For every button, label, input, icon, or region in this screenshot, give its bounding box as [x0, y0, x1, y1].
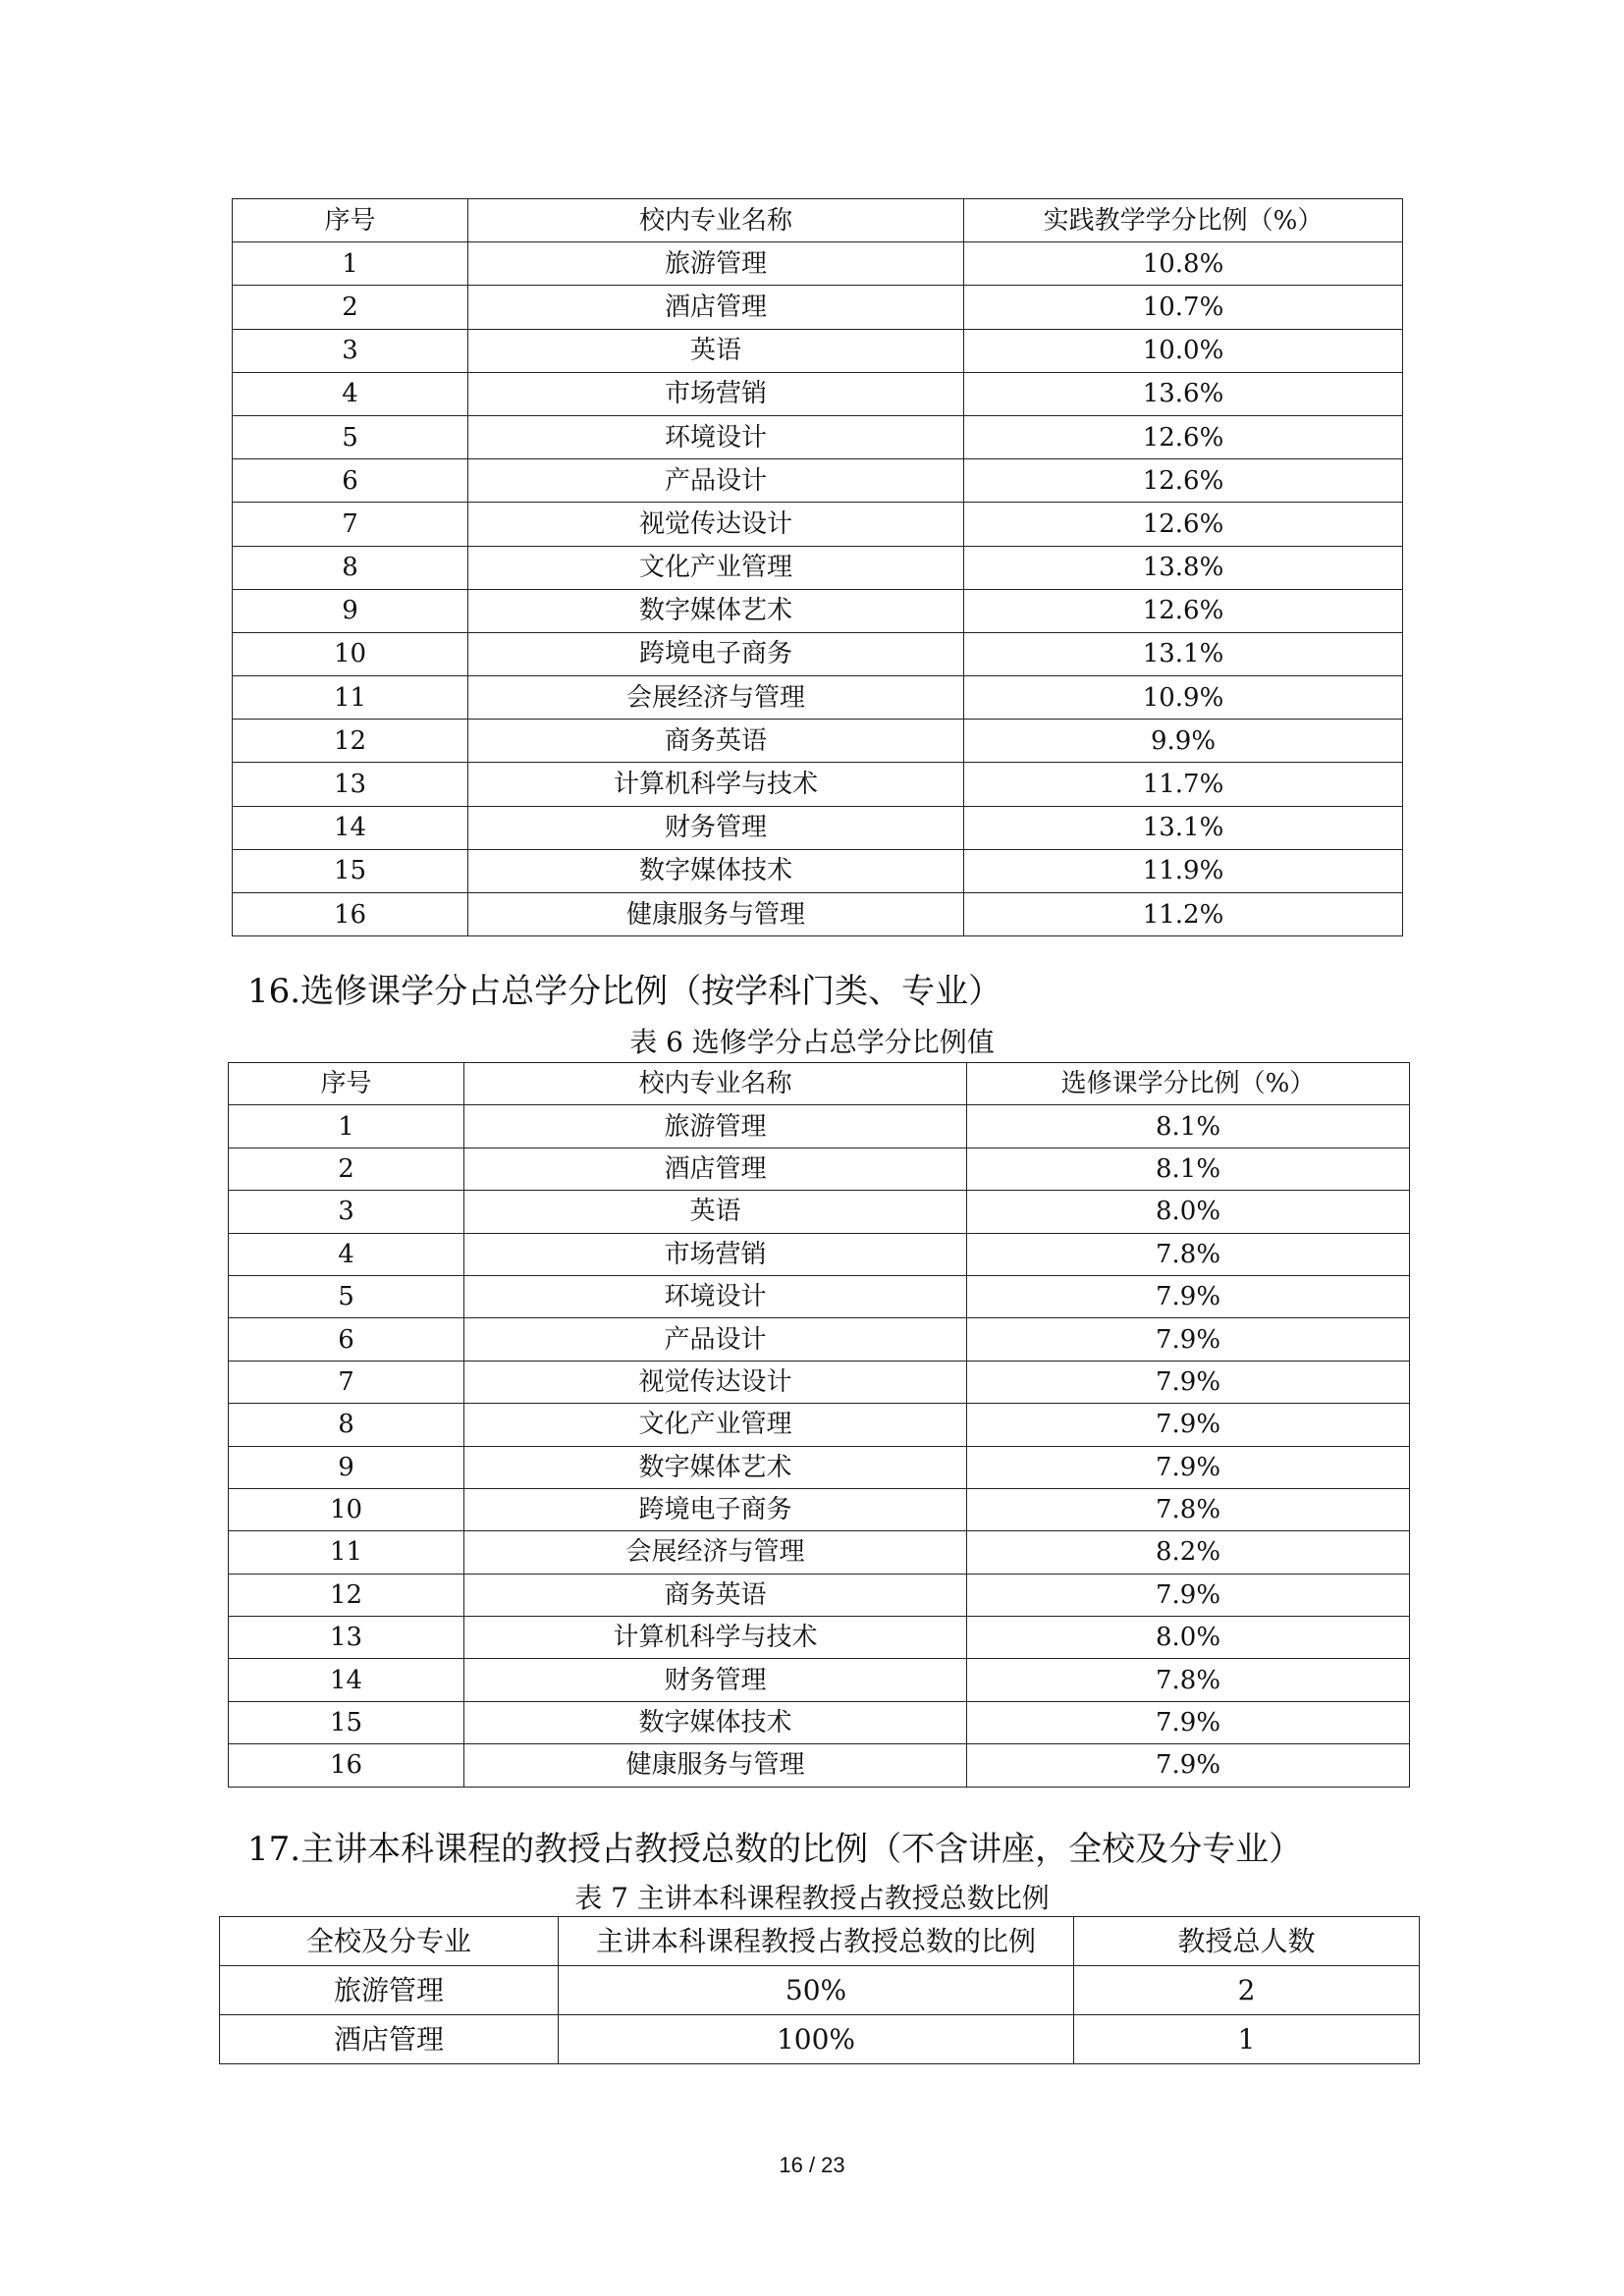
table-row [233, 242, 1403, 286]
table-row [229, 1744, 1410, 1787]
table-cell: 文化产业管理 [468, 546, 964, 589]
table-cell: 2 [233, 286, 468, 329]
table-row [233, 589, 1403, 632]
elective-credit-table [228, 1062, 1410, 1788]
table-cell: 1 [233, 242, 468, 286]
table-row [229, 1191, 1410, 1233]
table-cell: 12.6% [964, 459, 1403, 503]
table-cell: 6 [233, 459, 468, 503]
table-cell: 3 [233, 329, 468, 372]
table-cell: 11 [233, 676, 468, 720]
section-17-heading: 17.主讲本科课程的教授占教授总数的比例（不含讲座，全校及分专业） [247, 1830, 1303, 1869]
table-cell: 7.8% [967, 1488, 1410, 1530]
col-header-index: 序号 [233, 199, 468, 242]
table-cell: 7.9% [967, 1275, 1410, 1317]
table-cell: 7.9% [967, 1446, 1410, 1488]
table-row [229, 1404, 1410, 1446]
table-cell: 8 [233, 546, 468, 589]
table-cell: 10 [229, 1488, 464, 1530]
table-header-row [220, 1917, 1420, 1966]
col-header-ratio: 主讲本科课程教授占教授总数的比例 [559, 1917, 1074, 1966]
table-cell: 产品设计 [464, 1318, 967, 1361]
table-cell: 13.8% [964, 546, 1403, 589]
table-row [229, 1318, 1410, 1361]
table-cell: 7.8% [967, 1659, 1410, 1701]
table-cell: 10 [233, 632, 468, 675]
professor-teaching-table [219, 1916, 1420, 2064]
table-row [229, 1617, 1410, 1659]
table-cell: 12 [233, 720, 468, 763]
table-cell: 1 [1074, 2015, 1420, 2064]
table-cell: 跨境电子商务 [464, 1488, 967, 1530]
table-cell: 7.9% [967, 1404, 1410, 1446]
table-cell: 10.9% [964, 676, 1403, 720]
table-row [233, 849, 1403, 892]
table-cell: 文化产业管理 [464, 1404, 967, 1446]
table-6-caption: 表 6 选修学分占总学分比例值 [629, 1026, 995, 1058]
table-cell: 计算机科学与技术 [464, 1617, 967, 1659]
table-row [229, 1531, 1410, 1574]
table-cell: 酒店管理 [468, 286, 964, 329]
table-cell: 13.1% [964, 806, 1403, 849]
table-cell: 8.1% [967, 1105, 1410, 1148]
table-cell: 环境设计 [468, 415, 964, 458]
table-cell: 7.9% [967, 1744, 1410, 1787]
table-cell: 数字媒体技术 [464, 1701, 967, 1743]
table-cell: 酒店管理 [464, 1148, 967, 1190]
table-cell: 12.6% [964, 589, 1403, 632]
table-cell: 计算机科学与技术 [468, 763, 964, 806]
table-row [229, 1701, 1410, 1743]
col-header-ratio: 实践教学学分比例（%） [964, 199, 1403, 242]
table-cell: 50% [559, 1966, 1074, 2015]
table-cell: 英语 [464, 1191, 967, 1233]
table-cell: 6 [229, 1318, 464, 1361]
table-row [233, 286, 1403, 329]
table-row [233, 415, 1403, 458]
table-cell: 7 [229, 1361, 464, 1403]
table-cell: 跨境电子商务 [468, 632, 964, 675]
table-cell: 13.6% [964, 372, 1403, 415]
table-cell: 12.6% [964, 415, 1403, 458]
table-cell: 2 [1074, 1966, 1420, 2015]
table-cell: 8.0% [967, 1191, 1410, 1233]
col-header-ratio: 选修课学分比例（%） [967, 1063, 1410, 1105]
table-cell: 3 [229, 1191, 464, 1233]
table-cell: 14 [229, 1659, 464, 1701]
table-cell: 11.9% [964, 849, 1403, 892]
table-cell: 数字媒体艺术 [468, 589, 964, 632]
col-header-total: 教授总人数 [1074, 1917, 1420, 1966]
table-cell: 13 [229, 1617, 464, 1659]
table-cell: 8.2% [967, 1531, 1410, 1574]
table-cell: 会展经济与管理 [464, 1531, 967, 1574]
table-7-caption: 表 7 主讲本科课程教授占教授总数比例 [574, 1882, 1050, 1914]
table-cell: 10.8% [964, 242, 1403, 286]
page-number: 16 / 23 [779, 2153, 845, 2177]
table-cell: 视觉传达设计 [464, 1361, 967, 1403]
table-row [229, 1574, 1410, 1616]
table-row [233, 893, 1403, 936]
table-row [220, 2015, 1420, 2064]
table-cell: 10.7% [964, 286, 1403, 329]
table-cell: 7 [233, 503, 468, 546]
table-cell: 12.6% [964, 503, 1403, 546]
table-cell: 13.1% [964, 632, 1403, 675]
table-row [229, 1446, 1410, 1488]
practice-credit-table [232, 198, 1403, 936]
table-cell: 11 [229, 1531, 464, 1574]
table-row [233, 459, 1403, 503]
section-16-heading: 16.选修课学分占总学分比例（按学科门类、专业） [247, 972, 1002, 1011]
table-cell: 8.1% [967, 1148, 1410, 1190]
table-cell: 11.7% [964, 763, 1403, 806]
table-cell: 5 [233, 415, 468, 458]
table-cell: 4 [229, 1233, 464, 1275]
col-header-major: 校内专业名称 [468, 199, 964, 242]
table-cell: 数字媒体技术 [468, 849, 964, 892]
table-cell: 旅游管理 [464, 1105, 967, 1148]
table-row [229, 1659, 1410, 1701]
table-cell: 12 [229, 1574, 464, 1616]
table-row [229, 1148, 1410, 1190]
table-cell: 13 [233, 763, 468, 806]
table-cell: 健康服务与管理 [464, 1744, 967, 1787]
table-cell: 酒店管理 [220, 2015, 559, 2064]
table-cell: 健康服务与管理 [468, 893, 964, 936]
table-row [229, 1233, 1410, 1275]
table-cell: 7.9% [967, 1318, 1410, 1361]
table-header-row [233, 199, 1403, 242]
col-header-scope: 全校及分专业 [220, 1917, 559, 1966]
table-cell: 旅游管理 [220, 1966, 559, 2015]
table-cell: 数字媒体艺术 [464, 1446, 967, 1488]
table-row [233, 546, 1403, 589]
table-cell: 8.0% [967, 1617, 1410, 1659]
table-cell: 100% [559, 2015, 1074, 2064]
table-cell: 英语 [468, 329, 964, 372]
table-cell: 9 [229, 1446, 464, 1488]
table-row [220, 1966, 1420, 2015]
col-header-index: 序号 [229, 1063, 464, 1105]
table-cell: 2 [229, 1148, 464, 1190]
table-cell: 9 [233, 589, 468, 632]
table-cell: 10.0% [964, 329, 1403, 372]
table-cell: 产品设计 [468, 459, 964, 503]
table-cell: 商务英语 [464, 1574, 967, 1616]
table-row [233, 329, 1403, 372]
table-cell: 市场营销 [468, 372, 964, 415]
table-row [233, 503, 1403, 546]
col-header-major: 校内专业名称 [464, 1063, 967, 1105]
table-row [229, 1361, 1410, 1403]
table-cell: 市场营销 [464, 1233, 967, 1275]
table-cell: 15 [233, 849, 468, 892]
table-cell: 7.9% [967, 1574, 1410, 1616]
table-cell: 16 [229, 1744, 464, 1787]
table-cell: 7.8% [967, 1233, 1410, 1275]
table-cell: 环境设计 [464, 1275, 967, 1317]
table-cell: 视觉传达设计 [468, 503, 964, 546]
table-cell: 1 [229, 1105, 464, 1148]
table-cell: 16 [233, 893, 468, 936]
table-cell: 商务英语 [468, 720, 964, 763]
table-cell: 14 [233, 806, 468, 849]
table-header-row [229, 1063, 1410, 1105]
table-cell: 8 [229, 1404, 464, 1446]
table-cell: 财务管理 [468, 806, 964, 849]
table-cell: 7.9% [967, 1701, 1410, 1743]
table-row [233, 806, 1403, 849]
table-cell: 5 [229, 1275, 464, 1317]
table-cell: 9.9% [964, 720, 1403, 763]
table-row [233, 720, 1403, 763]
table-row [233, 763, 1403, 806]
table-cell: 11.2% [964, 893, 1403, 936]
table-cell: 7.9% [967, 1361, 1410, 1403]
table-cell: 旅游管理 [468, 242, 964, 286]
table-cell: 4 [233, 372, 468, 415]
table-row [233, 632, 1403, 675]
table-cell: 财务管理 [464, 1659, 967, 1701]
table-row [233, 676, 1403, 720]
table-row [229, 1275, 1410, 1317]
table-cell: 会展经济与管理 [468, 676, 964, 720]
table-row [229, 1105, 1410, 1148]
table-cell: 15 [229, 1701, 464, 1743]
table-row [229, 1488, 1410, 1530]
table-row [233, 372, 1403, 415]
